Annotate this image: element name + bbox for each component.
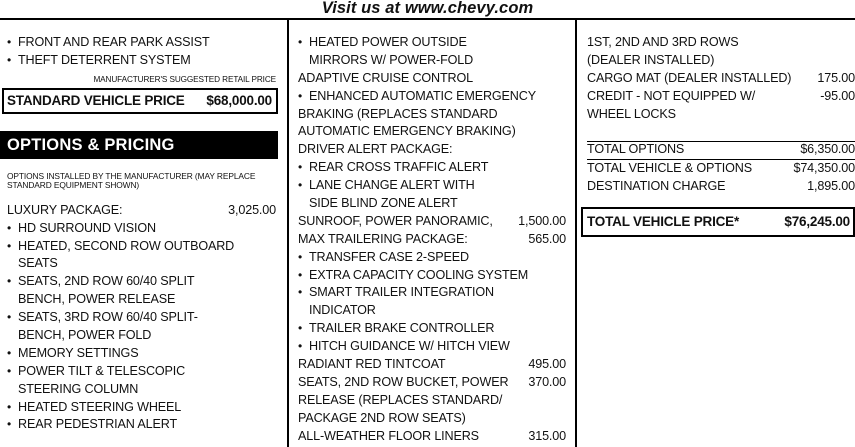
option-line: • REAR CROSS TRAFFIC ALERT: [298, 159, 566, 177]
option-line: • HEATED POWER OUTSIDE: [298, 34, 566, 52]
package-item: • POWER TILT & TELESCOPIC: [7, 363, 278, 381]
total-vehicle-options-value: $74,350.00: [793, 161, 855, 176]
option-line: • TRAILER BRAKE CONTROLLER: [298, 320, 566, 338]
credit-label: CREDIT - NOT EQUIPPED W/: [587, 88, 756, 103]
feature-park-assist: • FRONT AND REAR PARK ASSIST: [7, 34, 278, 52]
options-note-line-1: OPTIONS INSTALLED BY THE MANUFACTURER (MAY REPLACE: [7, 170, 256, 181]
sunroof-price: 1,500.00: [518, 213, 566, 228]
package-item: • SEATS, 2ND ROW 60/40 SPLIT: [7, 273, 278, 291]
luxury-package-price: 3,025.00: [228, 202, 276, 217]
radiant-red-price: 495.00: [528, 357, 566, 372]
max-trailering-price: 565.00: [528, 231, 566, 246]
luxury-package-name: LUXURY PACKAGE:: [7, 202, 123, 217]
option-line: • HITCH GUIDANCE W/ HITCH VIEW: [298, 338, 566, 356]
floor-liners-price: 315.00: [528, 428, 566, 443]
cargo-mat-price: 175.00: [817, 70, 855, 85]
standard-vehicle-price-box: [2, 88, 278, 114]
floor-liners-line: [298, 428, 566, 446]
package-item-continued: BENCH, POWER RELEASE: [18, 292, 176, 307]
destination-charge-label: DESTINATION CHARGE: [587, 179, 726, 194]
cargo-mat-line: [587, 70, 855, 88]
option-line: 1ST, 2ND AND 3RD ROWS: [587, 35, 739, 49]
luxury-package-line: [7, 202, 278, 220]
top-rule: [0, 18, 855, 20]
package-item: • MEMORY SETTINGS: [7, 345, 278, 363]
bucket-seats-label: SEATS, 2ND ROW BUCKET, POWER: [298, 374, 509, 389]
destination-charge-line: [587, 178, 855, 196]
package-item: • HD SURROUND VISION: [7, 220, 278, 238]
credit-line: [587, 88, 855, 106]
max-trailering-line: [298, 231, 566, 249]
total-vehicle-price-label: TOTAL VEHICLE PRICE*: [587, 214, 740, 230]
column-divider-left: [287, 18, 289, 447]
msrp-label: MANUFACTURER'S SUGGESTED RETAIL PRICE: [93, 74, 276, 84]
option-line: BRAKING (REPLACES STANDARD: [298, 106, 498, 121]
option-line: WHEEL LOCKS: [587, 106, 676, 121]
option-line: MIRRORS W/ POWER-FOLD: [309, 52, 474, 67]
option-line: (DEALER INSTALLED): [587, 52, 715, 67]
options-column-middle: [298, 34, 566, 447]
total-vehicle-price-box: [581, 207, 855, 237]
option-line: • EXTRA CAPACITY COOLING SYSTEM: [298, 267, 566, 285]
column-divider-right: [575, 18, 577, 447]
total-options-value: $6,350.00: [800, 142, 855, 157]
driver-alert-package-line: DRIVER ALERT PACKAGE:: [298, 142, 453, 157]
standard-price-value: $68,000.00: [206, 92, 272, 108]
option-line: • ENHANCED AUTOMATIC EMERGENCY: [298, 88, 566, 106]
credit-price: -95.00: [820, 88, 855, 103]
max-trailering-label: MAX TRAILERING PACKAGE:: [298, 231, 468, 246]
sunroof-line: [298, 213, 566, 231]
options-note: [7, 172, 278, 194]
package-item-continued: STEERING COLUMN: [18, 381, 139, 396]
package-item-continued: BENCH, POWER FOLD: [18, 328, 152, 343]
feature-theft-deterrent: • THEFT DETERRENT SYSTEM: [7, 52, 278, 70]
option-line: PACKAGE 2ND ROW SEATS): [298, 410, 466, 425]
total-vehicle-price-value: $76,245.00: [784, 214, 850, 230]
option-line: • TRANSFER CASE 2-SPEED: [298, 249, 566, 267]
option-line: AUTOMATIC EMERGENCY BRAKING): [298, 124, 516, 139]
bucket-seats-line: [298, 374, 566, 392]
options-note-line-2: STANDARD EQUIPMENT SHOWN): [7, 180, 140, 191]
package-item-continued: SEATS: [18, 256, 58, 271]
option-line: RELEASE (REPLACES STANDARD/: [298, 392, 503, 407]
visit-website-header: Visit us at www.chevy.com: [321, 0, 534, 17]
option-line: • SMART TRAILER INTEGRATION: [298, 284, 566, 302]
bucket-seats-price: 370.00: [528, 374, 566, 389]
radiant-red-line: [298, 356, 566, 374]
total-options-underline: [587, 141, 855, 142]
option-line: INDICATOR: [309, 303, 376, 318]
floor-liners-label: ALL-WEATHER FLOOR LINERS: [298, 428, 479, 443]
total-vehicle-options-line: [587, 160, 855, 178]
standard-price-label: STANDARD VEHICLE PRICE: [7, 92, 185, 108]
radiant-red-label: RADIANT RED TINTCOAT: [298, 357, 446, 372]
totals-column: [587, 34, 855, 447]
standard-equipment-column: [7, 34, 278, 447]
package-item: • REAR PEDESTRIAN ALERT: [7, 416, 278, 434]
package-item: • HEATED, SECOND ROW OUTBOARD: [7, 238, 278, 256]
cargo-mat-label: CARGO MAT (DEALER INSTALLED): [587, 70, 792, 85]
total-vehicle-options-label: TOTAL VEHICLE & OPTIONS: [587, 161, 752, 176]
package-item: • SEATS, 3RD ROW 60/40 SPLIT-: [7, 309, 278, 327]
options-pricing-heading: OPTIONS & PRICING: [0, 131, 278, 159]
total-options-label: TOTAL OPTIONS: [587, 142, 685, 157]
package-item: • HEATED STEERING WHEEL: [7, 399, 278, 417]
option-line: SIDE BLIND ZONE ALERT: [309, 196, 458, 211]
sunroof-label: SUNROOF, POWER PANORAMIC,: [298, 213, 493, 228]
total-options-line: [587, 141, 855, 159]
destination-charge-value: 1,895.00: [807, 179, 855, 194]
option-line: • LANE CHANGE ALERT WITH: [298, 177, 566, 195]
option-line: ADAPTIVE CRUISE CONTROL: [298, 70, 473, 85]
